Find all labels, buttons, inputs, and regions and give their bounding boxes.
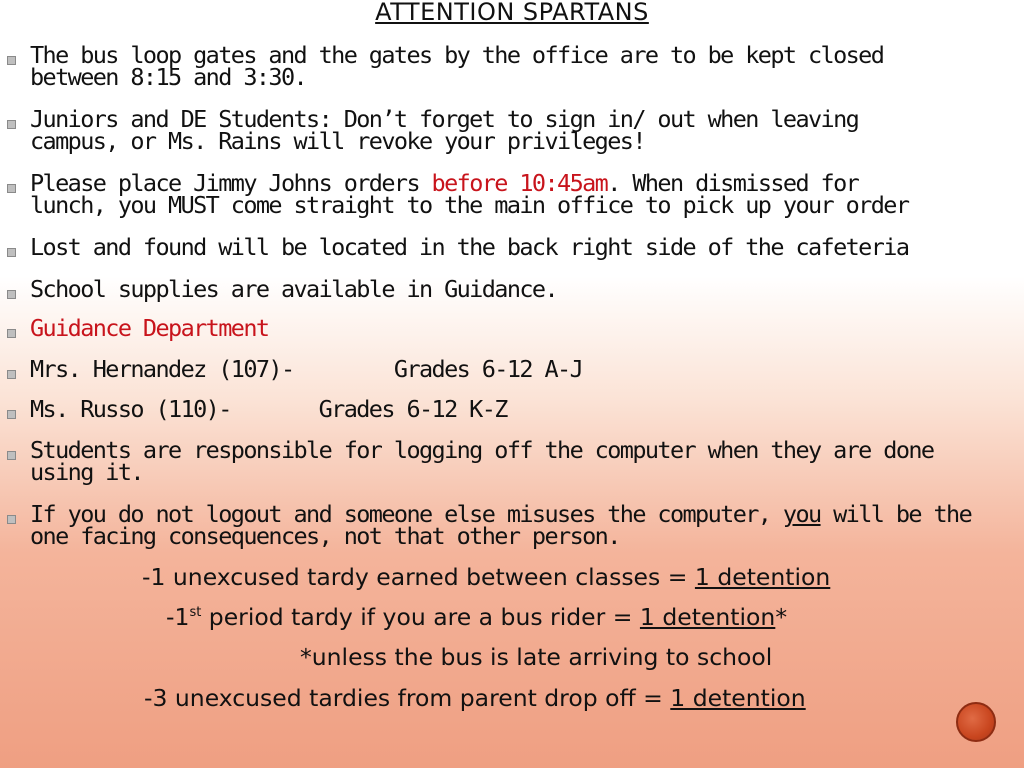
detention-rule-3 (144, 684, 806, 712)
order-deadline: before 10:45am (431, 169, 608, 197)
rule-text: -3 unexcused tardies from parent drop off = (144, 684, 671, 712)
bullet-icon (7, 56, 16, 65)
notice-text: . When dismissed for (607, 169, 859, 197)
bullet-icon (7, 184, 16, 193)
rule-penalty: 1 detention (694, 563, 831, 591)
notice-line: Guidance Department (30, 314, 269, 342)
notice-line: between 8:15 and 3:30. (30, 63, 307, 91)
notice-line: Lost and found will be located in the back right side of the cafeteria (30, 233, 909, 261)
rule-penalty: 1 detention (639, 603, 776, 631)
bullet-icon (7, 515, 16, 524)
notice-line: campus, or Ms. Rains will revoke your privileges! (30, 127, 645, 155)
bullet-icon (7, 120, 16, 129)
notice-line: Students are responsible for logging off the computer when they are done (30, 436, 934, 464)
detention-footnote: *unless the bus is late arriving to school (300, 643, 773, 671)
rule-asterisk: * (775, 603, 788, 631)
rule-text: period tardy if you are a bus rider = (201, 603, 640, 631)
rule-text: -1 unexcused tardy earned between classes = (142, 563, 695, 591)
rule-penalty: 1 detention (670, 684, 806, 712)
notice-text: If you do not logout and someone else misuses the computer, (30, 500, 783, 528)
bullet-icon (7, 290, 16, 299)
detention-rule-2 (166, 603, 787, 631)
bullet-icon (7, 410, 16, 419)
decorative-circle-icon (956, 702, 996, 742)
bullet-icon (7, 451, 16, 460)
notice-text: Please place Jimmy Johns orders (30, 169, 432, 197)
emphasis-you: you (782, 500, 821, 528)
rule-superscript: st (189, 605, 202, 620)
notice-line: one facing consequences, not that other person. (30, 522, 620, 550)
bullet-icon (7, 370, 16, 379)
page-title: ATTENTION SPARTANS (375, 0, 649, 26)
notice-line: using it. (30, 458, 143, 486)
notice-line: Juniors and DE Students: Don’t forget to sign in/ out when leaving (30, 105, 859, 133)
notice-line: Mrs. Hernandez (107)- Grades 6-12 A-J (30, 355, 583, 383)
detention-rule-1 (142, 563, 830, 591)
notice-line: School supplies are available in Guidance. (30, 275, 558, 303)
notice-line: Ms. Russo (110)- Grades 6-12 K-Z (30, 395, 507, 423)
notice-text: will be the (820, 500, 972, 528)
notice-line: The bus loop gates and the gates by the office are to be kept closed (30, 41, 884, 69)
rule-text: -1 (166, 603, 190, 631)
notice-line: lunch, you MUST come straight to the main office to pick up your order (30, 191, 909, 219)
bullet-icon (7, 329, 16, 338)
bullet-icon (7, 248, 16, 257)
